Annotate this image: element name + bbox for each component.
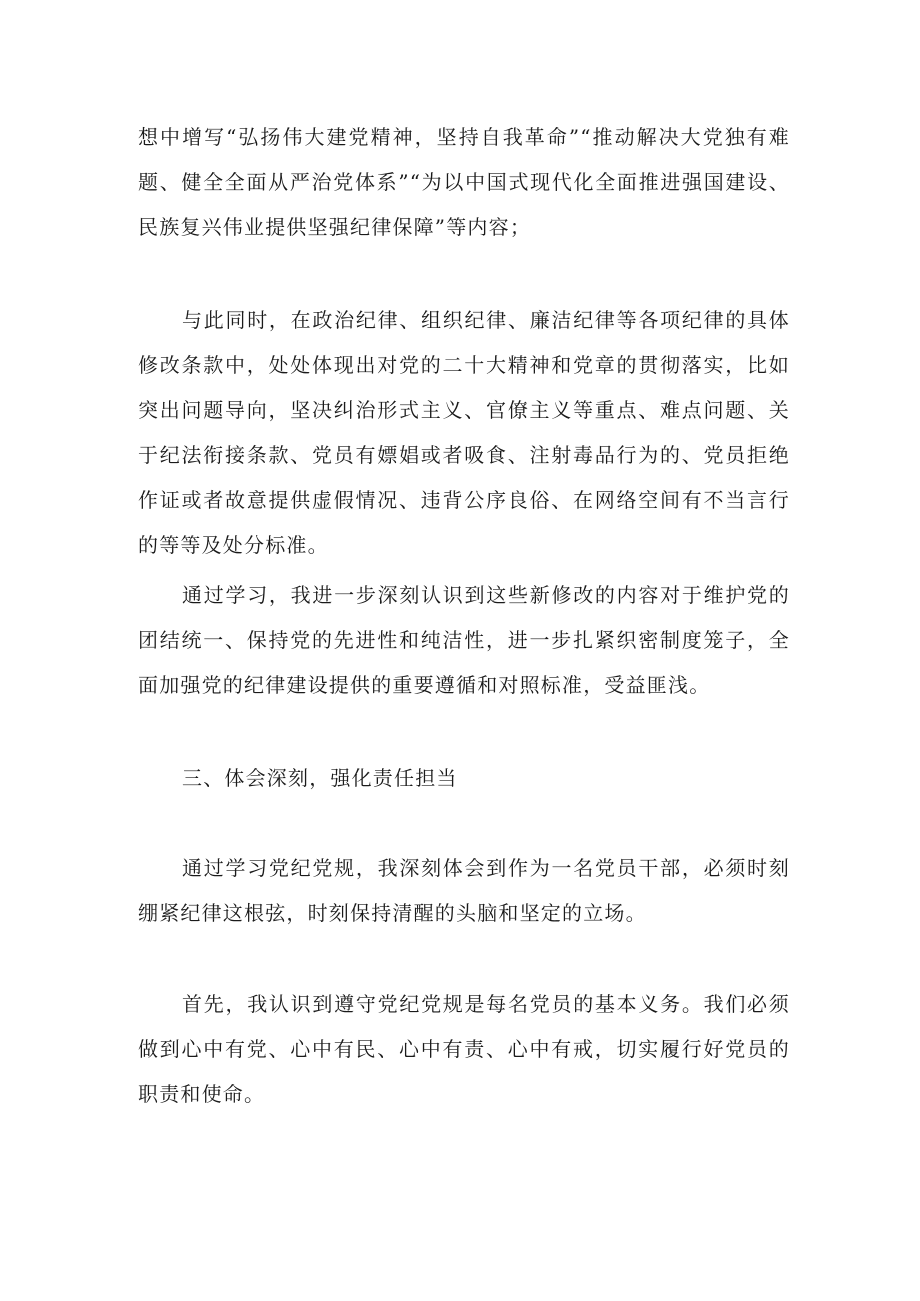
paragraph-revisions: 与此同时，在政治纪律、组织纪律、廉洁纪律等各项纪律的具体修改条款中，处处体现出对党的二十大精神和党章的贯彻落实，比如突出问题导向，坚决纠治形式主义、官僚主义等重点、难点问题、关于纪法衔接条款、党员有嫖娼或者吸食、注射毒品行为的、党员拒绝作证或者故意提供虚假情况、违背公序良俗、在网络空间有不当言行的等等及处分标准。 (138, 308, 790, 557)
section-heading: 三、体会深刻，强化责任担当 (182, 766, 458, 790)
paragraph-reflection: 通过学习党纪党规，我深刻体会到作为一名党员干部，必须时刻绷紧纪律这根弦，时刻保持清醒的头脑和坚定的立场。 (138, 856, 790, 925)
paragraph-first-point: 首先，我认识到遵守党纪党规是每名党员的基本义务。我们必须做到心中有党、心中有民、心中有责、心中有戒，切实履行好党员的职责和使命。 (138, 992, 790, 1106)
paragraph-continuation: 想中增写“弘扬伟大建党精神，坚持自我革命”“推动解决大党独有难题、健全全面从严治党体系”“为以中国式现代化全面推进强国建设、民族复兴伟业提供坚强纪律保障”等内容； (138, 125, 790, 239)
paragraph-understanding: 通过学习，我进一步深刻认识到这些新修改的内容对于维护党的团结统一、保持党的先进性和纯洁性，进一步扎紧织密制度笼子，全面加强党的纪律建设提供的重要遵循和对照标准，受益匪浅。 (138, 583, 790, 697)
